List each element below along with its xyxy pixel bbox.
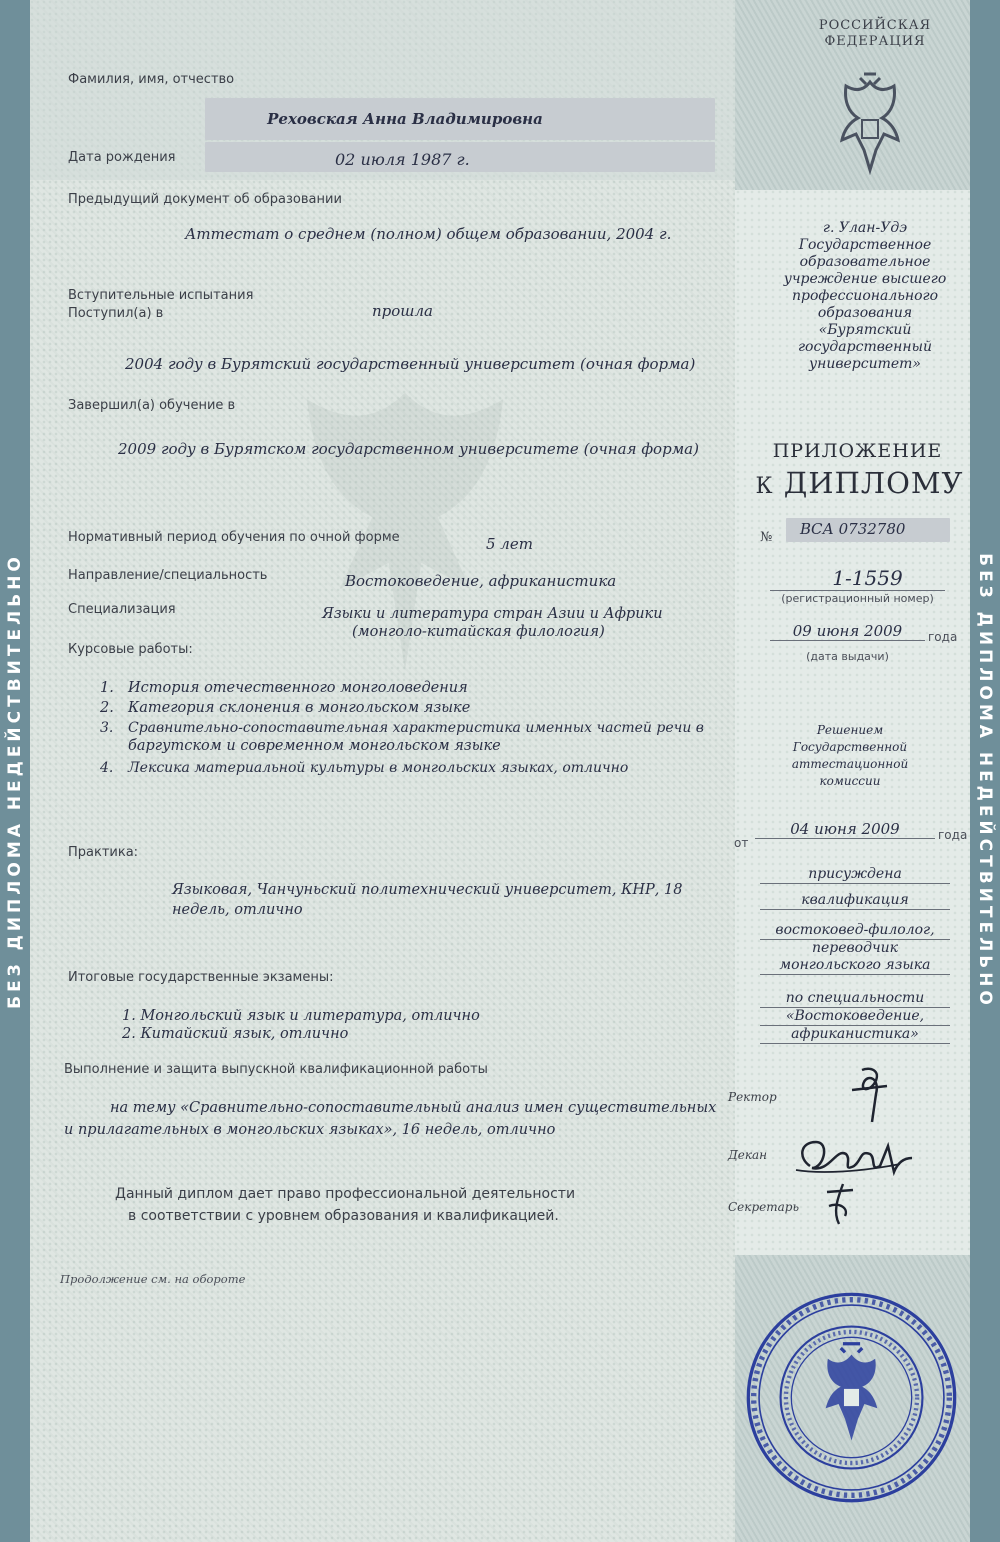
dean-label: Декан — [728, 1148, 768, 1162]
specialization-line1: Языки и литература стран Азии и Африки — [322, 606, 663, 622]
completed-label: Завершил(а) обучение в — [68, 398, 236, 413]
thesis-label: Выполнение и защита выпускной квалификационной работы — [64, 1062, 488, 1077]
signature-rector — [832, 1060, 902, 1130]
decision-year-word: года — [938, 828, 968, 842]
thesis-line2: и прилагательных в монгольских языках», 16 недель, отлично — [64, 1122, 556, 1138]
number-prefix: № — [760, 530, 773, 545]
list-item: 3. Сравнительно-сопоставительная характеристика именных частей речи в — [100, 720, 704, 736]
issue-date: 09 июня 2009 — [770, 622, 925, 641]
reg-number-caption: (регистрационный номер) — [781, 592, 934, 605]
issue-year-word: года — [928, 630, 958, 644]
previous-doc-value: Аттестат о среднем (полном) общем образовании, 2004 г. — [185, 225, 672, 243]
university-seal-icon — [744, 1290, 959, 1505]
side-strip-left — [0, 0, 30, 1542]
list-item: баргутском и современном монгольском языке — [128, 738, 501, 754]
full-name-value: Реховская Анна Владимировна — [267, 110, 543, 128]
period-label: Нормативный период обучения по очной форме — [68, 530, 400, 545]
rights-line2: в соответствии с уровнем образования и квалификацией. — [128, 1208, 559, 1224]
russian-eagle-emblem-icon — [820, 70, 920, 180]
entrance-label: Вступительные испытания — [68, 288, 254, 303]
decision-block: Решением Государственной аттестационной комиссии — [791, 723, 909, 788]
admitted-text: 2004 году в Бурятский государственный университет (очная форма) — [125, 355, 696, 373]
exam-item-2: 2. Китайский язык, отлично — [122, 1026, 349, 1042]
practice-line2: недель, отлично — [172, 902, 303, 918]
qualification-block: востоковед-филолог, переводчик монгольского языка — [760, 922, 950, 975]
diploma-number: ВСА 0732780 — [800, 520, 906, 538]
thesis-line1: на тему «Сравнительно-сопоставительный анализ имен существительных — [110, 1100, 717, 1116]
practice-line1: Языковая, Чанчуньский политехнический университет, КНР, 18 — [172, 882, 683, 898]
continued-note: Продолжение см. на обороте — [60, 1272, 246, 1286]
specialty-block: по специальности «Востоковедение, африканистика» — [760, 990, 950, 1044]
list-item: 4. Лексика материальной культуры в монгольских языках, отлично — [100, 760, 629, 776]
birth-date-label: Дата рождения — [68, 150, 176, 165]
signature-dean — [790, 1128, 920, 1183]
awarded-text: присуждена — [760, 866, 950, 884]
issue-date-caption: (дата выдачи) — [806, 650, 889, 663]
coursework-label: Курсовые работы: — [68, 642, 193, 657]
secretary-label: Секретарь — [728, 1200, 799, 1214]
side-strip-right — [970, 0, 1000, 1542]
full-name-label: Фамилия, имя, отчество — [68, 72, 235, 87]
direction-label: Направление/специальность — [68, 568, 268, 583]
qualification-word: квалификация — [760, 892, 950, 910]
from-word: от — [734, 836, 749, 850]
side-label-right: БЕЗ ДИПЛОМА НЕДЕЙСТВИТЕЛЬНО — [975, 553, 995, 1009]
period-value: 5 лет — [486, 535, 533, 553]
exam-item-1: 1. Монгольский язык и литература, отлично — [122, 1008, 480, 1024]
side-label-left: БЕЗ ДИПЛОМА НЕДЕЙСТВИТЕЛЬНО — [5, 553, 25, 1009]
specialization-line2: (монголо-китайская филология) — [352, 624, 605, 640]
rights-line1: Данный диплом дает право профессиональной деятельности — [115, 1186, 576, 1202]
specialization-label: Специализация — [68, 602, 176, 617]
birth-date-value: 02 июля 1987 г. — [335, 150, 470, 169]
institution-block: г. Улан-Удэ Государственное образовательное учреждение высшего профессионального образования «Бурятский государственный университет» — [783, 220, 947, 372]
reg-number: 1-1559 — [770, 566, 945, 591]
document-title-line2: К ДИПЛОМУ — [755, 466, 964, 500]
direction-value: Востоковедение, африканистика — [345, 572, 617, 590]
previous-doc-label: Предыдущий документ об образовании — [68, 192, 342, 207]
rector-label: Ректор — [728, 1090, 777, 1104]
list-item: 1. История отечественного монголоведения — [100, 680, 468, 696]
entrance-result: прошла — [372, 302, 433, 320]
completed-text: 2009 году в Бурятском государственном университете (очная форма) — [118, 440, 699, 458]
admitted-label: Поступил(а) в — [68, 306, 164, 321]
decision-date: 04 июня 2009 — [755, 820, 935, 839]
practice-label: Практика: — [68, 845, 139, 860]
country-label: РОССИЙСКАЯ ФЕДЕРАЦИЯ — [818, 18, 932, 49]
list-item: 2. Категория склонения в монгольском языке — [100, 700, 471, 716]
signature-secretary — [815, 1180, 865, 1230]
exams-label: Итоговые государственные экзамены: — [68, 970, 334, 985]
document-title-line1: ПРИЛОЖЕНИЕ — [772, 440, 943, 462]
